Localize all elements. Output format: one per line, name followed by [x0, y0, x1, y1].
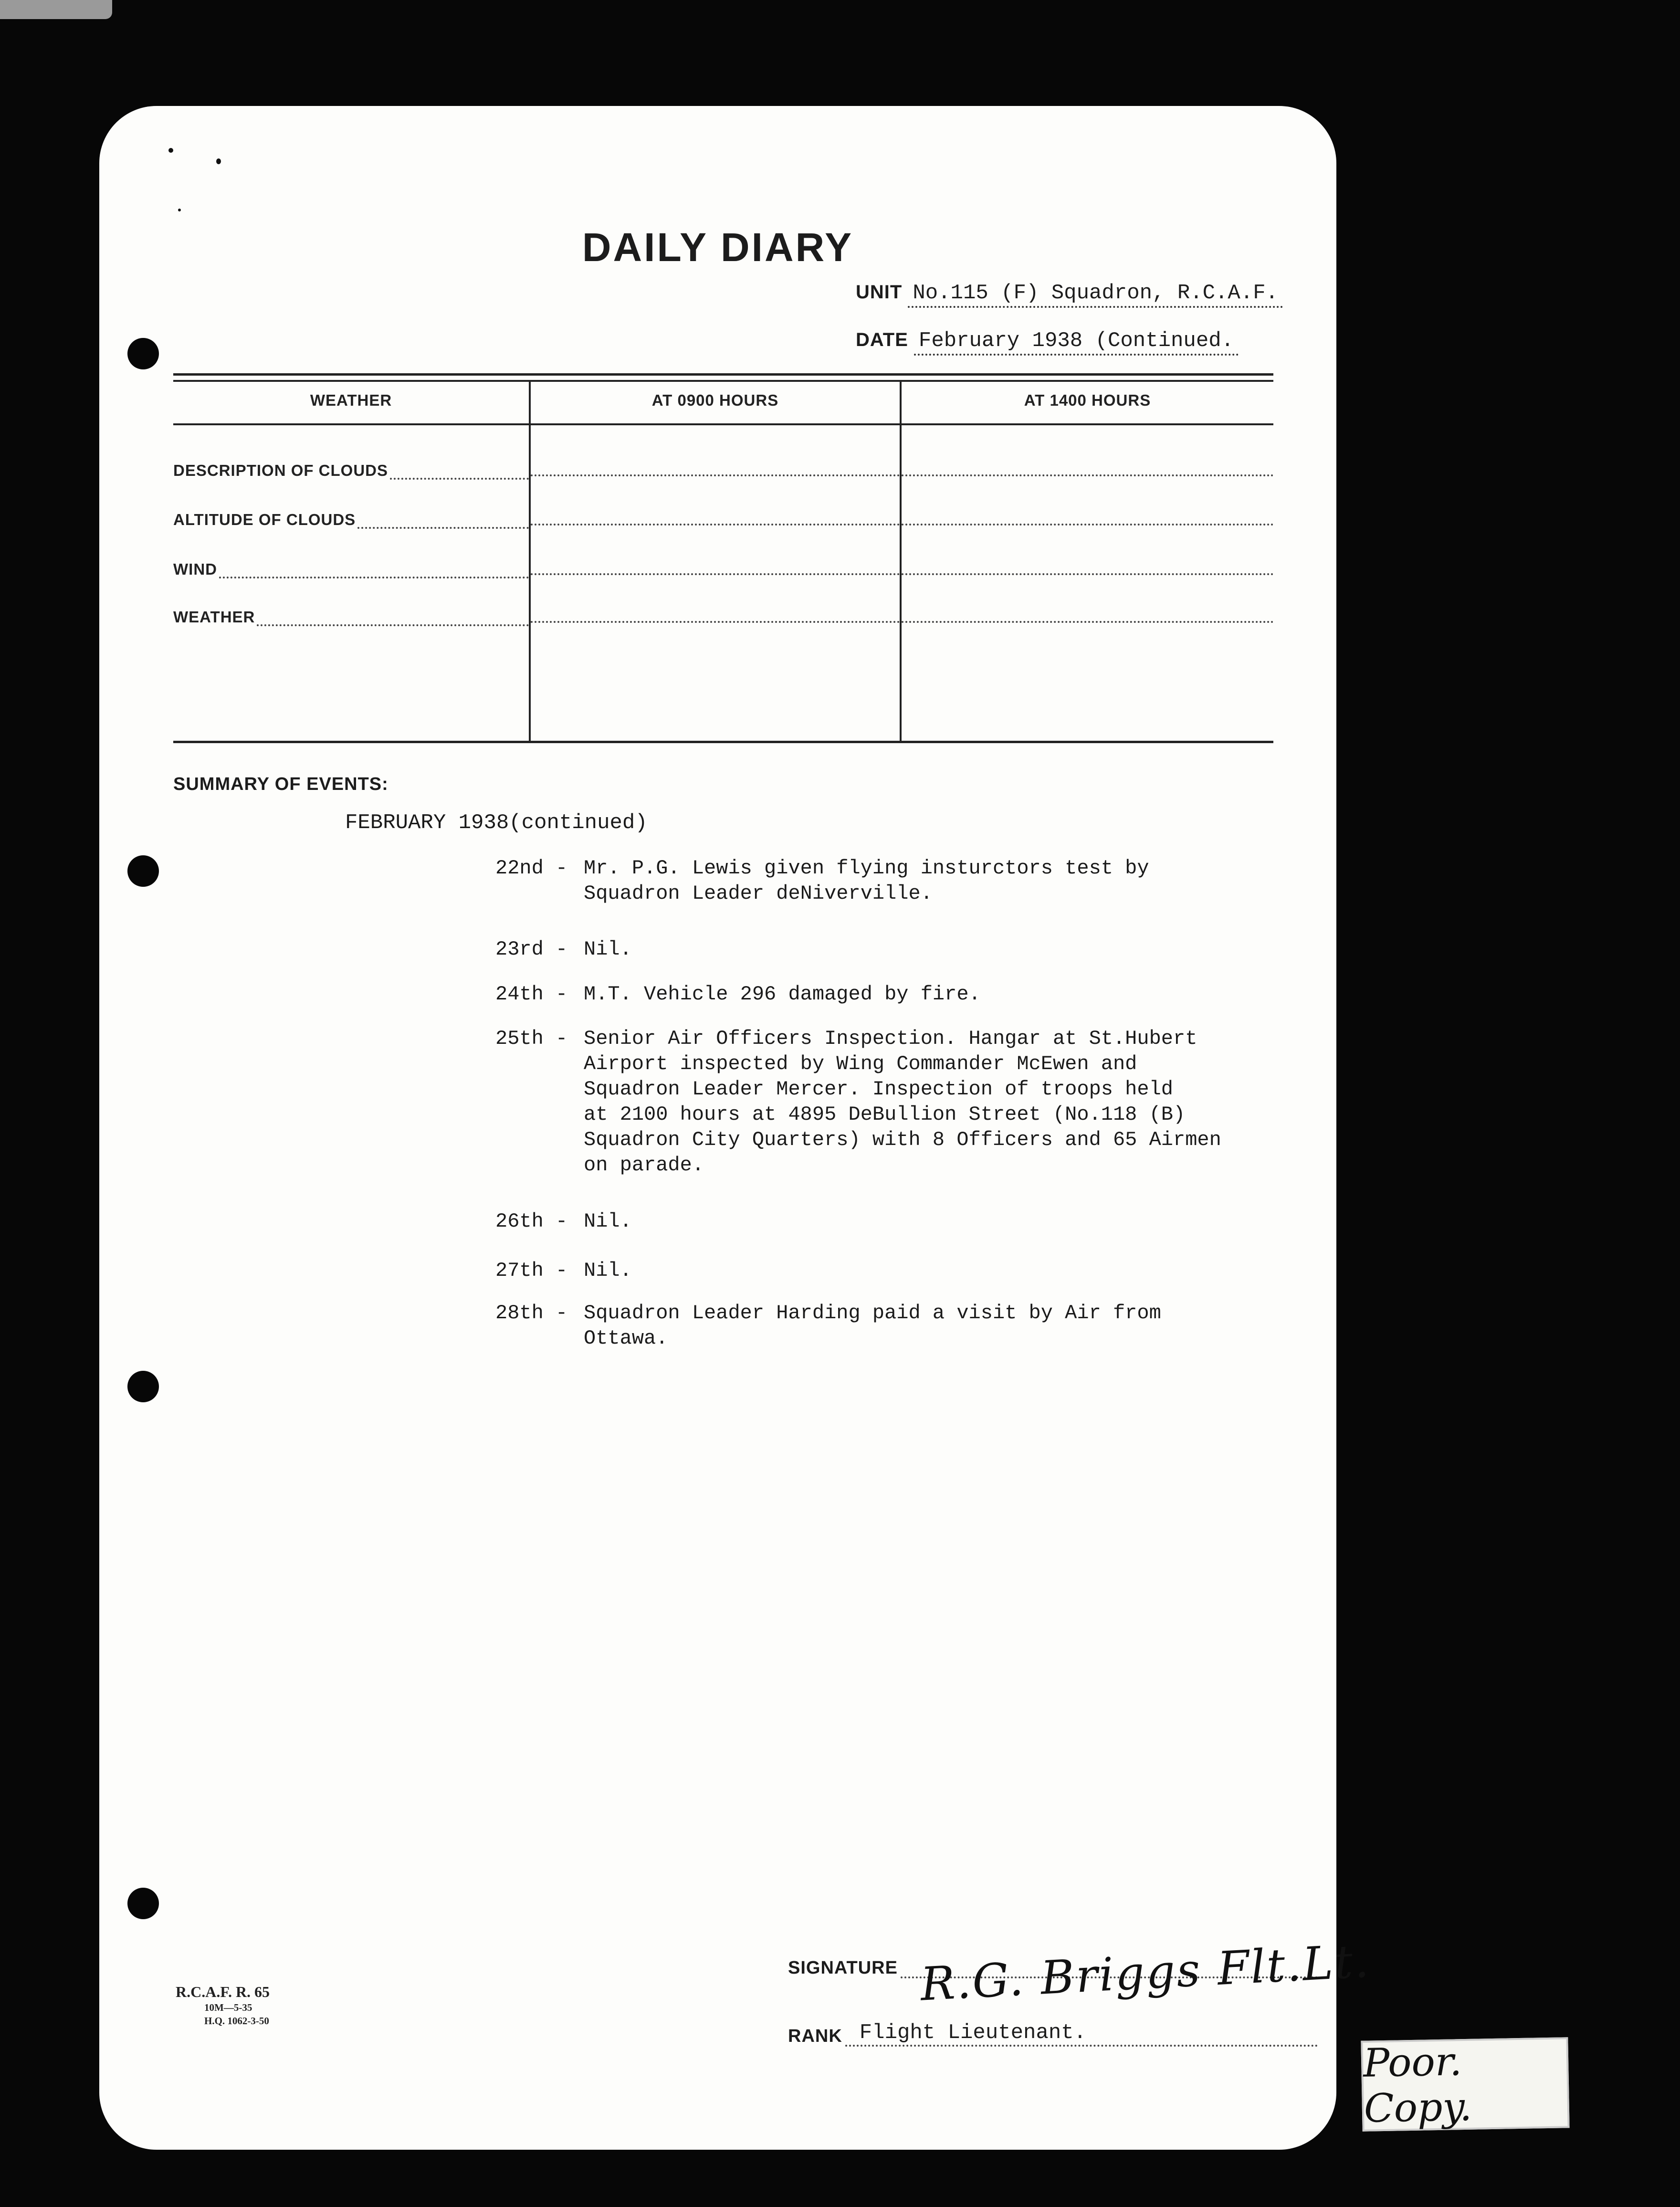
handwritten-signature: R.G. Briggs Flt.Lt. — [919, 1934, 1372, 2011]
binder-hole — [127, 855, 159, 887]
table-rule — [173, 373, 1273, 376]
diary-entry — [495, 1258, 1266, 1283]
date-line — [856, 328, 1239, 353]
rank-line — [788, 2021, 1318, 2047]
blank-field — [902, 523, 1273, 525]
binder-hole — [127, 1888, 159, 1919]
entry-text: Nil. — [584, 1259, 632, 1282]
diary-entry — [495, 982, 1266, 1007]
blank-field — [902, 572, 1273, 575]
row-label: DESCRIPTION OF CLOUDS — [173, 462, 388, 479]
row-label: WIND — [173, 560, 217, 578]
binder-hole — [127, 338, 159, 369]
diary-page — [99, 106, 1372, 2150]
summary-month: FEBRUARY 1938(continued) — [345, 811, 648, 835]
header-rule — [173, 423, 529, 425]
date-value: February 1938 (Continued. — [914, 329, 1239, 356]
speck — [178, 209, 181, 211]
entry-day: 28th - — [495, 1302, 568, 1324]
diary-entry — [495, 937, 1266, 962]
page-title: DAILY DIARY — [582, 225, 854, 270]
header-rule — [531, 423, 900, 425]
row-altitude-of-clouds — [173, 511, 529, 529]
film-edge-mark — [0, 0, 112, 19]
row-wind — [173, 560, 529, 578]
entry-text: M.T. Vehicle 296 damaged by fire. — [584, 983, 981, 1006]
blank-field — [531, 523, 900, 525]
entry-text: Squadron Leader Harding paid a visit by Air from Ottawa. — [584, 1302, 1161, 1350]
weather-table — [173, 373, 1273, 743]
entry-text: Mr. P.G. Lewis given flying insturctors test by Squadron Leader deNiverville. — [584, 857, 1149, 905]
table-rule — [173, 741, 1273, 743]
row-label: ALTITUDE OF CLOUDS — [173, 511, 356, 528]
blank-field — [531, 473, 900, 476]
blank-field — [531, 620, 900, 623]
unit-value: No.115 (F) Squadron, R.C.A.F. — [908, 281, 1283, 308]
poor-copy-stamp: Poor. Copy. — [1361, 2037, 1569, 2132]
unit-label: UNIT — [856, 282, 903, 303]
entry-day: 23rd - — [495, 938, 568, 961]
column-divider — [529, 380, 531, 743]
speck — [168, 148, 173, 153]
speck — [216, 158, 221, 164]
diary-entry — [495, 1209, 1266, 1234]
form-number: R.C.A.F. R. 65 — [176, 1983, 270, 2000]
0900-header: AT 0900 HOURS — [651, 391, 779, 409]
row-description-of-clouds — [173, 462, 529, 480]
entry-day: 24th - — [495, 983, 568, 1006]
entry-text: Nil. — [584, 1210, 632, 1233]
header-rule — [902, 423, 1273, 425]
signature-label: SIGNATURE — [788, 1958, 898, 1978]
rank-value: Flight Lieutenant. — [845, 2021, 1318, 2047]
entry-day: 26th - — [495, 1210, 568, 1233]
form-print-run: 10M—5-35 — [204, 2002, 252, 2013]
date-label: DATE — [856, 329, 908, 350]
diary-entry — [495, 1301, 1266, 1351]
blank-field — [902, 620, 1273, 623]
diary-entry — [495, 856, 1266, 906]
form-code — [176, 1983, 270, 2028]
diary-entry — [495, 1026, 1266, 1178]
row-label: WEATHER — [173, 608, 255, 626]
entry-text: Nil. — [584, 938, 632, 961]
weather-header: WEATHER — [310, 391, 392, 409]
entry-day: 25th - — [495, 1027, 568, 1050]
binder-hole — [127, 1371, 159, 1402]
entry-day: 22nd - — [495, 857, 568, 880]
entry-day: 27th - — [495, 1259, 568, 1282]
entry-text: Senior Air Officers Inspection. Hangar at St.Hubert Airport inspected by Wing Commander McEwen and Squadron Leader Mercer. Inspection of troops held at 2100 hours at 4895 DeBullion Street (No.118 (B) Squadron City Quarters) with 8 Officers and 65 Airmen on parade. — [584, 1027, 1221, 1177]
form-hq-ref: H.Q. 1062-3-50 — [204, 2015, 269, 2027]
rank-label: RANK — [788, 2026, 842, 2046]
summary-heading: SUMMARY OF EVENTS: — [173, 774, 388, 794]
1400-header: AT 1400 HOURS — [1024, 391, 1151, 409]
unit-line — [856, 280, 1283, 305]
blank-field — [531, 572, 900, 575]
table-rule — [173, 380, 1273, 382]
row-weather — [173, 608, 529, 626]
blank-field — [902, 473, 1273, 476]
column-divider — [900, 380, 902, 743]
